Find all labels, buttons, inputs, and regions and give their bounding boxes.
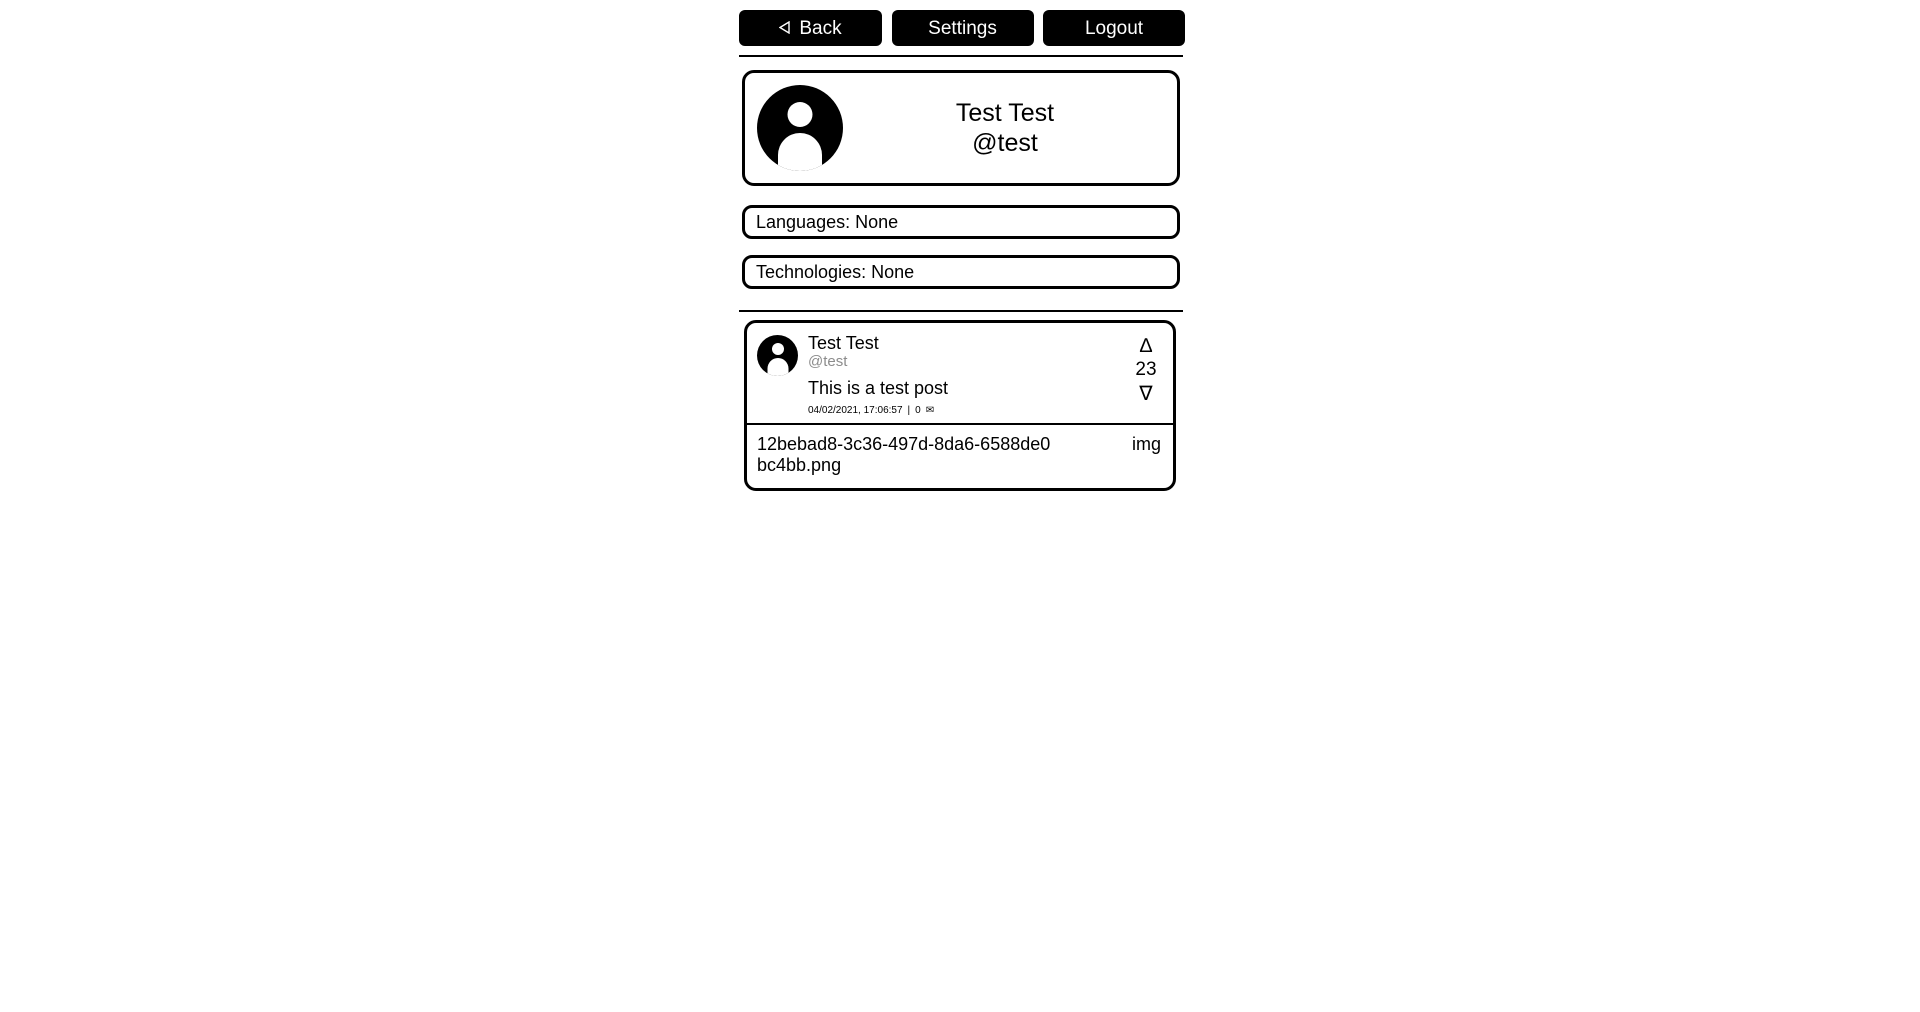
- post-text: This is a test post: [808, 378, 949, 398]
- divider-top: [739, 55, 1183, 57]
- logout-button-label: Logout: [1084, 17, 1144, 39]
- vote-controls: [1129, 333, 1163, 416]
- back-button[interactable]: [739, 10, 882, 46]
- post-author-avatar-icon: [757, 335, 798, 376]
- profile-technologies-label: Technologies: None: [756, 261, 915, 282]
- post-content: [798, 333, 1129, 416]
- profile-technologies-row: [742, 255, 1180, 289]
- profile-name: Test Test: [955, 99, 1055, 127]
- user-avatar-icon: [757, 85, 843, 171]
- profile-languages-label: Languages: None: [756, 211, 899, 232]
- top-navbar: [739, 10, 1185, 46]
- post-author-handle: @test: [808, 353, 848, 370]
- downvote-icon[interactable]: ∇: [1139, 383, 1153, 405]
- attachment-file-name: 12bebad8-3c36-497d-8da6-6588de0bc4bb.png: [757, 434, 1051, 475]
- post-score: 23: [1135, 359, 1157, 380]
- settings-button[interactable]: [892, 10, 1034, 46]
- back-button-label: Back: [799, 17, 842, 39]
- back-arrow-icon: [779, 21, 792, 34]
- post-author-name: Test Test: [808, 333, 879, 353]
- post-attachment[interactable]: [747, 425, 1173, 488]
- post-meta-separator: |: [907, 405, 911, 416]
- divider-middle: [739, 310, 1183, 312]
- attachment-file-type: img: [1131, 434, 1161, 454]
- profile-identity: [843, 98, 1177, 158]
- post-comment-count: 0: [915, 405, 921, 416]
- profile-handle: @test: [972, 129, 1038, 157]
- post-timestamp: 04/02/2021, 17:06:57: [808, 405, 903, 416]
- comment-icon: ✉: [925, 404, 935, 416]
- post-meta: [808, 405, 1129, 416]
- profile-card: [742, 70, 1180, 186]
- post-card[interactable]: [744, 320, 1176, 491]
- settings-button-label: Settings: [928, 17, 997, 39]
- post-body: [747, 323, 1173, 425]
- profile-languages-row: [742, 205, 1180, 239]
- upvote-icon[interactable]: ∆: [1139, 335, 1153, 357]
- logout-button[interactable]: [1043, 10, 1185, 46]
